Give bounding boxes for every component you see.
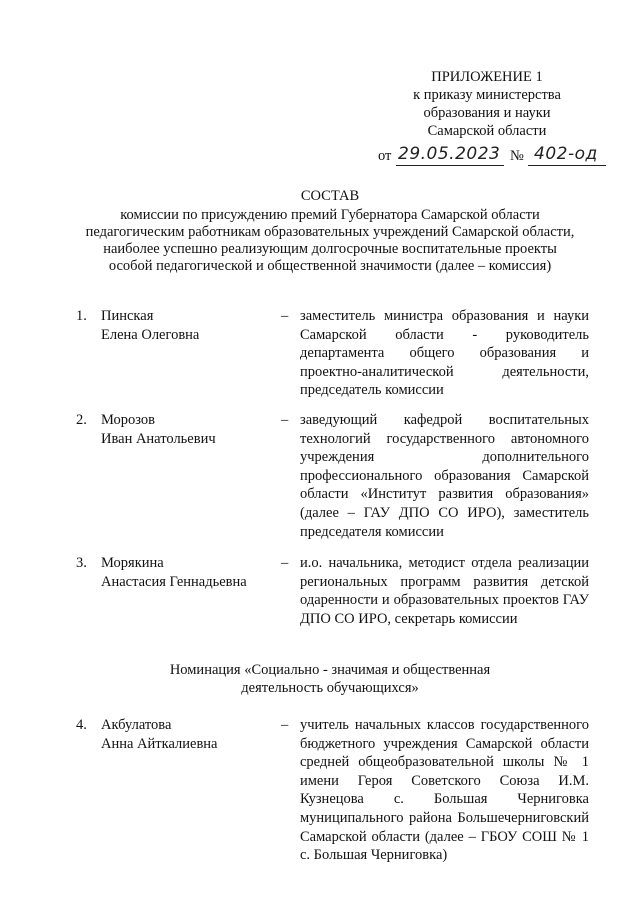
heading-subtitle-line-3: наиболее успешно реализующим долгосрочные воспитательные проекты bbox=[103, 241, 557, 257]
document-heading bbox=[60, 188, 600, 275]
handwritten-date: 29.05.2023 bbox=[398, 144, 501, 164]
appendix-block bbox=[372, 68, 602, 140]
member-given-name: Иван Анатольевич bbox=[101, 430, 216, 447]
member-name bbox=[101, 554, 281, 591]
heading-subtitle-line-2: педагогическим работникам образовательных учреждений Самарской области, bbox=[85, 224, 575, 240]
heading-title: СОСТАВ bbox=[300, 188, 360, 204]
number-prefix: № bbox=[510, 148, 524, 164]
member-given-name: Елена Олеговна bbox=[101, 326, 200, 343]
date-prefix: от bbox=[378, 148, 392, 164]
member-role: заведующий кафедрой воспитательных технологий государственного автономного учреждения дополнительного профессионального образования Самарской области «Институт развития образования» (далее – ГАУ ДПО СО ИРО), заместитель председателя комиссии bbox=[300, 412, 589, 540]
nomination-line-2: деятельность обучающихся» bbox=[241, 680, 419, 696]
member-dash: – bbox=[281, 412, 289, 428]
member-given-name: Анна Айткалиевна bbox=[101, 735, 218, 752]
member-number: 2. bbox=[76, 412, 87, 428]
member-given-name: Анастасия Геннадьевна bbox=[101, 573, 247, 590]
heading-subtitle-line-1: комиссии по присуждению премий Губернатора Самарской области bbox=[120, 207, 540, 223]
nomination-line-1: Номинация «Социально - значимая и общественная bbox=[169, 662, 491, 678]
number-underline bbox=[528, 165, 606, 166]
order-date-number bbox=[378, 146, 608, 170]
member-number: 3. bbox=[76, 555, 87, 571]
appendix-line-2: образования и науки bbox=[423, 105, 551, 121]
date-underline bbox=[396, 165, 504, 166]
member-dash: – bbox=[281, 555, 289, 571]
member-name bbox=[101, 411, 281, 448]
member-dash: – bbox=[281, 717, 289, 733]
member-role: заместитель министра образования и науки Самарской области - руководитель департамента общего образования и проектно-аналитической деятельности, председатель комиссии bbox=[300, 308, 589, 399]
member-surname: Морозов bbox=[101, 412, 156, 428]
member-surname: Морякина bbox=[101, 555, 164, 571]
heading-subtitle-line-4: особой педагогической и общественной значимости (далее – комиссия) bbox=[108, 258, 552, 274]
member-dash: – bbox=[281, 308, 289, 324]
member-number: 1. bbox=[76, 308, 87, 324]
appendix-line-3: Самарской области bbox=[427, 123, 547, 139]
member-name bbox=[101, 307, 281, 344]
member-role: и.о. начальника, методист отдела реализации региональных программ развития детской одаренности и образовательных проектов ГАУ ДПО СО ИРО, секретарь комиссии bbox=[300, 555, 589, 627]
member-surname: Пинская bbox=[101, 308, 154, 324]
handwritten-number: 402-од bbox=[534, 144, 598, 164]
member-name bbox=[101, 716, 281, 753]
member-number: 4. bbox=[76, 717, 87, 733]
member-role: учитель начальных классов государственного бюджетного учреждения Самарской области средней общеобразовательной школы № 1 имени Героя Советского Союза И.М. Кузнецова с. Большая Черниговка муниципального района Большечерниговский Самарской области (далее – ГБОУ СОШ № 1 с. Большая Черниговка) bbox=[300, 717, 589, 864]
appendix-line-1: к приказу министерства bbox=[413, 87, 561, 103]
appendix-title: ПРИЛОЖЕНИЕ 1 bbox=[431, 69, 543, 85]
member-surname: Акбулатова bbox=[101, 717, 172, 733]
nomination-heading bbox=[100, 661, 560, 697]
